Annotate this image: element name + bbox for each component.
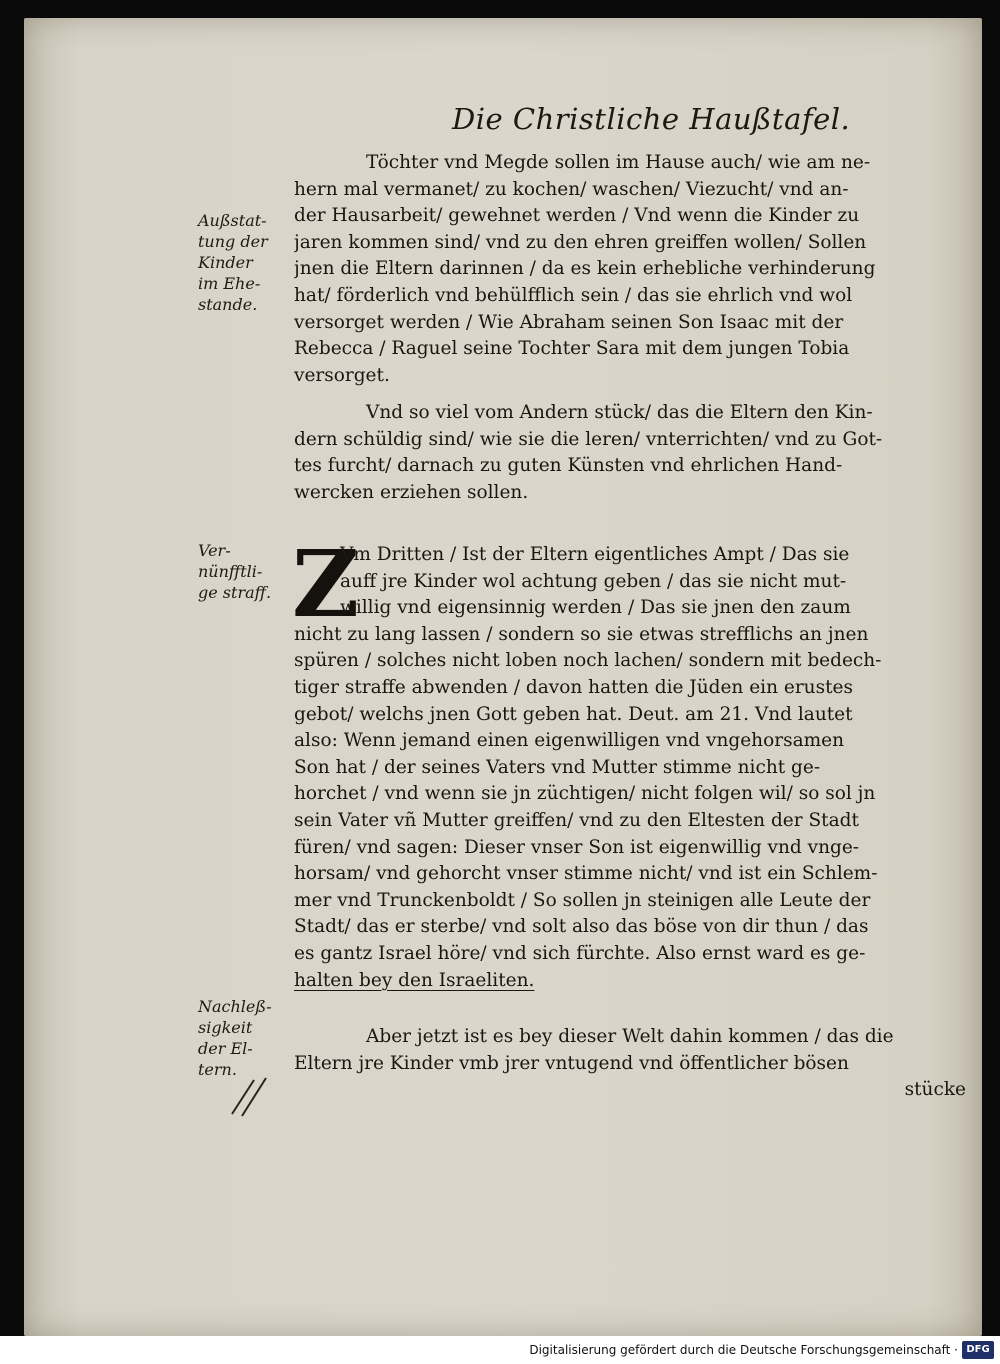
- text-line: Aber jetzt ist es bey dieser Welt dahin kommen / das die: [366, 1026, 894, 1047]
- margin-note-line: sigkeit: [198, 1018, 253, 1037]
- margin-note-line: Kinder: [198, 253, 253, 272]
- margin-note-line: stande.: [198, 295, 258, 314]
- margin-note-line: im Ehe-: [198, 274, 261, 293]
- text-line: Eltern jre Kinder vmb jrer vntugend vnd öffentlicher bösen: [294, 1052, 849, 1074]
- text-line: versorget.: [294, 364, 390, 386]
- text-line: Töchter vnd Megde sollen im Hause auch/ wie am ne-: [366, 152, 871, 173]
- text-line: dern schüldig sind/ wie sie die leren/ vnterrichten/ vnd zu Got-: [294, 428, 883, 450]
- margin-note-punishment: [198, 540, 290, 603]
- text-line: halten bey den Israeliten.: [294, 969, 535, 991]
- text-line: der Hausarbeit/ gewehnet werden / Vnd wenn die Kinder zu: [294, 205, 860, 227]
- footer-credit: Digitalisierung gefördert durch die Deutsche Forschungsgemeinschaft ·: [529, 1343, 958, 1357]
- text-line: gebot/ welchs jnen Gott geben hat. Deut. am 21. Vnd lautet: [294, 703, 853, 725]
- text-line: tiger straffe abwenden / davon hatten die Jüden ein erustes: [294, 676, 853, 698]
- text-line: wercken erziehen sollen.: [294, 481, 529, 503]
- text-line: nicht zu lang lassen / sondern so sie etwas strefflichs an jnen: [294, 623, 869, 645]
- text-line: hat/ förderlich vnd behülfflich sein / das sie ehrlich vnd wol: [294, 284, 853, 306]
- text-line: Stadt/ das er sterbe/ vnd solt also das böse von dir thun / das: [294, 916, 869, 938]
- text-line: versorget werden / Wie Abraham seinen Son Isaac mit der: [294, 311, 844, 333]
- margin-note-line: Ver-: [198, 541, 231, 560]
- margin-note-line: der El-: [198, 1039, 253, 1058]
- text-line: Vm Dritten / Ist der Eltern eigentliches Ampt / Das sie: [340, 544, 850, 565]
- text-line: Vnd so viel vom Andern stück/ das die Eltern den Kin-: [366, 402, 873, 423]
- paragraph-present-day: [294, 1024, 966, 1104]
- text-line: mer vnd Trunckenboldt / So sollen jn steinigen alle Leute der: [294, 889, 871, 911]
- text-line: willig vnd eigensinnig werden / Das sie jnen den zaum: [340, 597, 851, 619]
- text-line: hern mal vermanet/ zu kochen/ waschen/ Viezucht/ vnd an-: [294, 178, 849, 200]
- catchword: stücke: [904, 1079, 966, 1101]
- paragraph-second-part: [294, 400, 966, 506]
- text-line: spüren / solches nicht loben noch lachen/ sondern mit bedech-: [294, 650, 882, 672]
- margin-note-line: Nachleß-: [198, 997, 272, 1016]
- text-line: jaren kommen sind/ vnd zu den ehren greiffen wollen/ Sollen: [294, 231, 867, 253]
- text-line: also: Wenn jemand einen eigenwilligen vnd vngehorsamen: [294, 730, 845, 752]
- margin-note-line: Außstat-: [198, 211, 267, 230]
- text-line: sein Vater vñ Mutter greiffen/ vnd zu den Eltesten der Stadt: [294, 809, 859, 831]
- paragraph-daughters: [294, 150, 966, 389]
- running-head: Die Christliche Haußtafel.: [452, 102, 851, 136]
- dfg-logo: DFG: [962, 1341, 994, 1359]
- margin-note-marriage: [198, 210, 290, 315]
- text-line: Rebecca / Raguel seine Tochter Sara mit dem jungen Tobia: [294, 338, 850, 360]
- paragraph-third-part: [294, 542, 966, 994]
- text-line: horchet / vnd wenn sie jn züchtigen/ nicht folgen wil/ so sol jn: [294, 783, 876, 805]
- drop-cap: Z: [292, 530, 360, 638]
- text-line: jnen die Eltern darinnen / da es kein erhebliche verhinderung: [294, 258, 876, 280]
- margin-note-line: nünfftli-: [198, 562, 263, 581]
- text-line: es gantz Israel höre/ vnd sich fürchte. Also ernst ward es ge-: [294, 942, 866, 964]
- text-line: horsam/ vnd gehorcht vnser stimme nicht/ vnd ist ein Schlem-: [294, 863, 878, 885]
- text-line: auff jre Kinder wol achtung geben / das sie nicht mut-: [340, 570, 847, 592]
- text-line: tes furcht/ darnach zu guten Künsten vnd ehrlichen Hand-: [294, 455, 843, 477]
- text-line: füren/ vnd sagen: Dieser vnser Son ist eigenwillig vnd vnge-: [294, 836, 860, 858]
- margin-note-line: tern.: [198, 1060, 237, 1079]
- margin-note-line: ge straff.: [198, 583, 272, 602]
- handwritten-mark: [226, 1062, 276, 1118]
- margin-note-line: tung der: [198, 232, 268, 251]
- text-line: Son hat / der seines Vaters vnd Mutter stimme nicht ge-: [294, 756, 821, 778]
